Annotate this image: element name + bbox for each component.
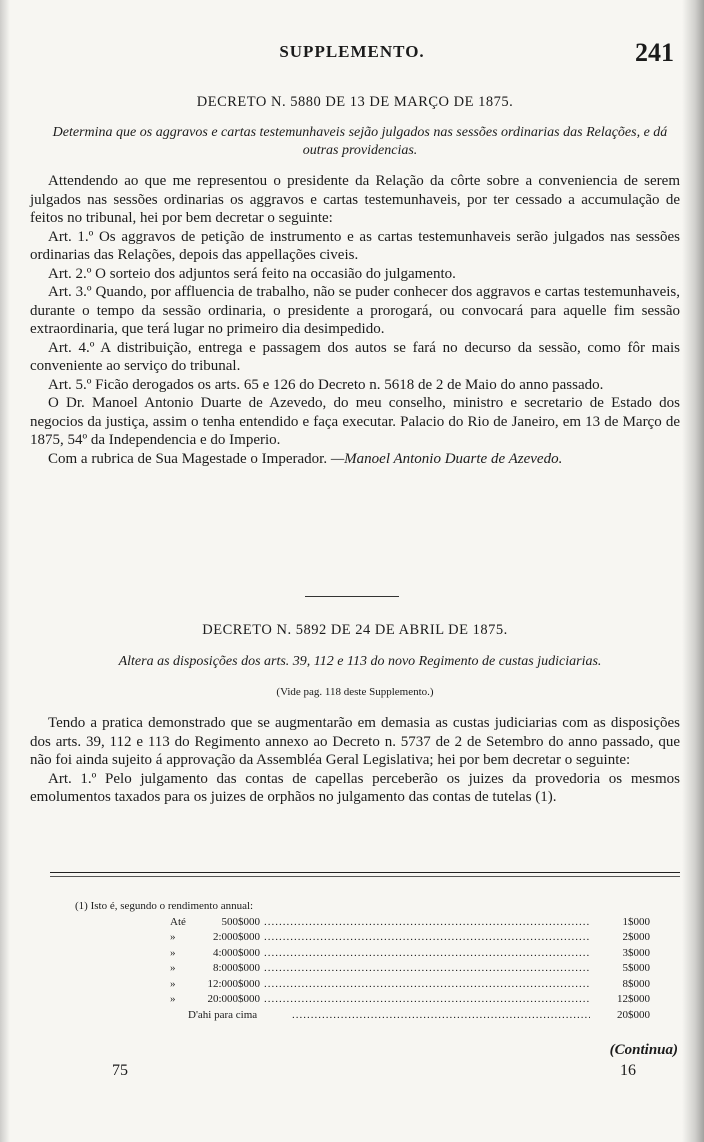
- footnote-rule: [50, 872, 680, 873]
- decree-2-body: [30, 714, 680, 807]
- decree-1-article-1: Art. 1.º Os aggravos de petição de instrumento e as cartas testemunhaveis serão julgados nas sessões ordinarias das Relações, depois das appellações civeis.: [30, 228, 680, 263]
- decree-1-article-5: Art. 5.º Ficão derogados os arts. 65 e 126 do Decreto n. 5618 de 2 de Maio do anno passado.: [48, 376, 604, 393]
- running-title: SUPPLEMENTO.: [279, 42, 425, 61]
- row-fee: 12$000: [617, 993, 650, 1006]
- decree-1-paragraph: Attendendo ao que me representou o presidente da Relação da côrte sobre a conveniencia de serem julgados nas sessões ordinarias os aggravos e cartas testemunhaveis, por ter cessado a accumulação de feitos no tribunal, hei por bem decretar o seguinte:: [30, 173, 680, 226]
- row-fee: 3$000: [622, 946, 650, 959]
- row-threshold: 20:000$000: [207, 993, 260, 1006]
- page-edge-shadow-left: [0, 0, 10, 1142]
- table-row: [170, 992, 650, 1008]
- decree-1-rubric: Com a rubrica de Sua Magestade o Imperador.: [48, 450, 328, 467]
- table-row: [170, 1007, 650, 1023]
- continua-note: (Continua): [609, 1042, 678, 1058]
- decree-1-heading: DECRETO N. 5880 DE 13 DE MARÇO DE 1875.: [196, 94, 514, 110]
- footnote-rule-secondary: [50, 876, 680, 877]
- leader-dots: [264, 947, 590, 959]
- decree-1-article-3: Art. 3.º Quando, por affluencia de trabalho, não se puder conhecer dos aggravos e cartas testemunhaveis, durante o tempo da sessão ordinaria, o presidente a prorogará, ou convocará para aquelle fim sessão extraordinaria, que terá lugar no primeiro dia desimpedido.: [30, 284, 680, 337]
- decree-1-summary: Determina que os aggravos e cartas testemunhaveis sejão julgados nas sessões ordinarias das Relações, e dá outras providencias.: [52, 125, 668, 158]
- row-fee: 20$000: [617, 1008, 650, 1021]
- decree-1-article-4: Art. 4.º A distribuição, entrega e passagem dos autos se fará no decurso da sessão, como fôr mais conveniente ao serviço do tribunal.: [30, 339, 680, 374]
- footnote-intro: (1) Isto é, segundo o rendimento annual:: [75, 900, 254, 912]
- row-threshold: D'ahi para cima: [188, 1008, 258, 1021]
- row-label: Até: [170, 915, 186, 928]
- leader-dots: [264, 978, 590, 990]
- row-threshold: 8:000$000: [212, 962, 260, 975]
- leader-dots: [264, 916, 590, 928]
- row-label: »: [170, 993, 176, 1006]
- page-edge-shadow-right: [682, 0, 704, 1142]
- page-header: [0, 40, 704, 66]
- table-row: [170, 930, 650, 946]
- decree-2-paragraph: Tendo a pratica demonstrado que se augmentarão em demasia as custas judiciarias com as disposições dos arts. 39, 112 e 113 do Regimento annexo ao Decreto n. 5737 de 2 de Setembro do anno passado, que não foi ainda sujeito á approvação da Assembléa Geral Legislativa; hei por bem decretar o seguinte:: [30, 715, 680, 768]
- footnote-fee-table: [170, 914, 650, 1023]
- section-divider: [305, 596, 399, 597]
- leader-dots: [264, 931, 590, 943]
- row-label: »: [170, 931, 176, 944]
- gathering-mark-left: 75: [112, 1062, 128, 1079]
- row-threshold: 4:000$000: [212, 946, 260, 959]
- decree-1-signature: —Manoel Antonio Duarte de Azevedo.: [330, 450, 563, 467]
- row-fee: 1$000: [622, 915, 650, 928]
- leader-dots: [292, 1009, 590, 1021]
- row-threshold: 12:000$000: [207, 977, 260, 990]
- leader-dots: [264, 962, 590, 974]
- decree-1-article-2: Art. 2.º O sorteio dos adjuntos será feito na occasião do julgamento.: [48, 265, 456, 282]
- table-row: [170, 914, 650, 930]
- row-label: »: [170, 946, 176, 959]
- row-label: »: [170, 962, 176, 975]
- row-fee: 8$000: [622, 977, 650, 990]
- decree-1-body: [30, 172, 680, 468]
- table-row: [170, 945, 650, 961]
- decree-2-see-also: (Vide pag. 118 deste Supplemento.): [276, 686, 434, 698]
- row-fee: 2$000: [622, 931, 650, 944]
- decree-2-article-1: Art. 1.º Pelo julgamento das contas de capellas perceberão os juizes da provedoria os mesmos emolumentos taxados para os juizes de orphãos no julgamento das contas de tutelas (1).: [30, 770, 680, 805]
- page-number: 241: [635, 38, 674, 67]
- table-row: [170, 976, 650, 992]
- decree-2-heading: DECRETO N. 5892 DE 24 DE ABRIL DE 1875.: [202, 622, 508, 638]
- gathering-mark-right: 16: [620, 1062, 636, 1079]
- row-fee: 5$000: [622, 962, 650, 975]
- decree-1-rubric-line: [30, 450, 680, 469]
- decree-1-closing: O Dr. Manoel Antonio Duarte de Azevedo, do meu conselho, ministro e secretario de Estado dos negocios da justiça, assim o tenha entendido e faça executar. Palacio do Rio de Janeiro, em 13 de Março de 1875, 54º da Independencia e do Imperio.: [30, 395, 680, 448]
- row-threshold: 500$000: [221, 915, 260, 928]
- decree-2-summary: Altera as disposições dos arts. 39, 112 e 113 do novo Regimento de custas judiciarias.: [118, 654, 602, 669]
- table-row: [170, 961, 650, 977]
- row-label: »: [170, 977, 176, 990]
- row-threshold: 2:000$000: [212, 931, 260, 944]
- leader-dots: [264, 993, 590, 1005]
